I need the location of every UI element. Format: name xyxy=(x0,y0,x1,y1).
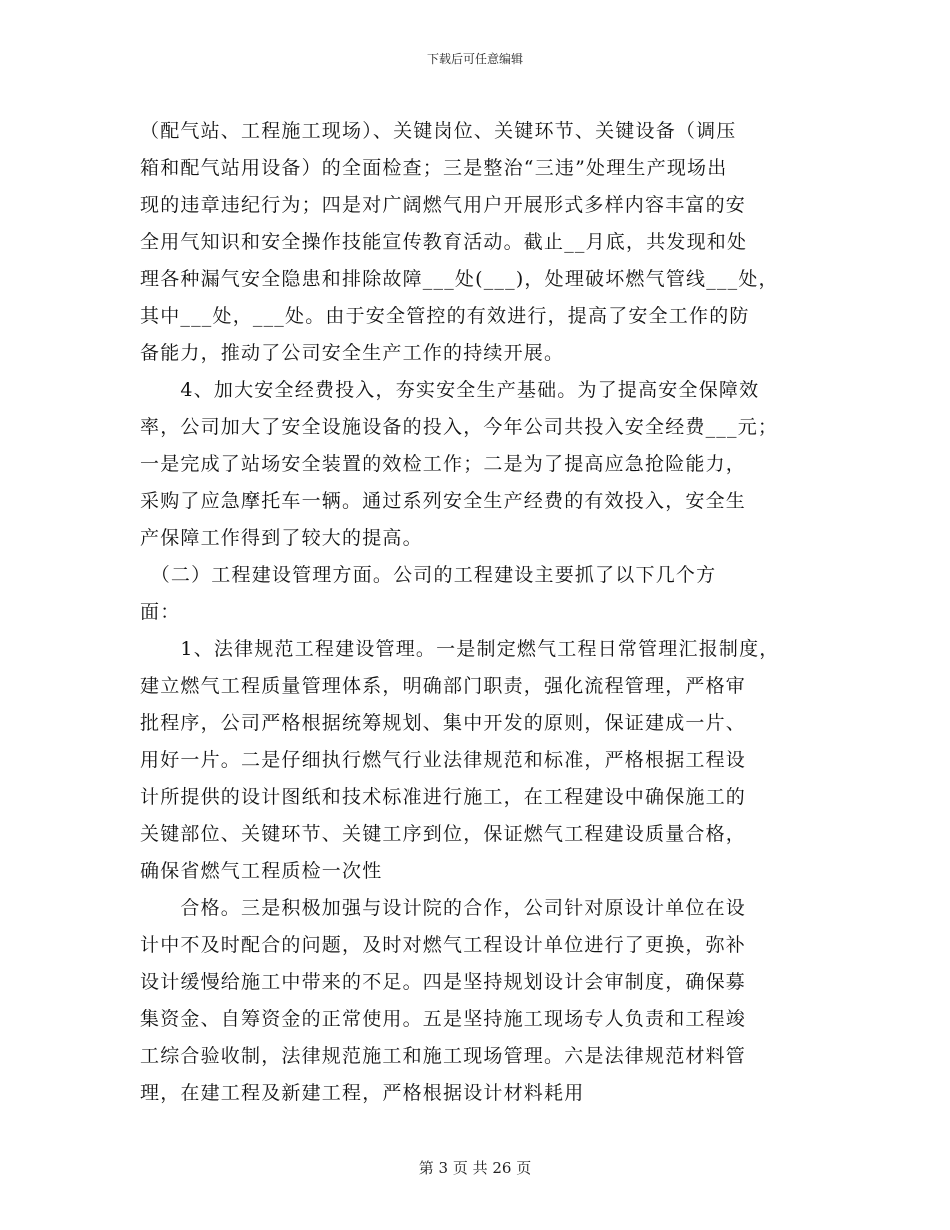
text-line: 产保障工作得到了较大的提高。 xyxy=(140,527,423,549)
text-line: 全用气知识和安全操作技能宣传教育活动。截止__月底，共发现和处 xyxy=(140,231,748,253)
text-line: 建立燃气工程质量管理体系，明确部门职责，强化流程管理，严格审 xyxy=(140,675,747,697)
text-line: 箱和配气站用设备）的全面检查；三是整治“三违”处理生产现场出 xyxy=(140,157,728,179)
text-line: 现的违章违纪行为；四是对广阔燃气用户开展形式多样内容丰富的安 xyxy=(140,194,747,216)
text-line: 一是完成了站场安全装置的效检工作；二是为了提高应急抢险能力， xyxy=(140,453,747,475)
text-line: 其中___处，___处。由于安全管控的有效进行，提高了安全工作的防 xyxy=(140,305,750,327)
text-line: （配气站、工程施工现场）、关键岗位、关键环节、关键设备（调压 xyxy=(140,120,737,142)
text-line: 备能力，推动了公司安全生产工作的持续开展。 xyxy=(140,342,565,364)
text-line: 集资金、自筹资金的正常使用。五是坚持施工现场专人负责和工程竣 xyxy=(140,1008,747,1030)
text-line: 率，公司加大了安全设施设备的投入，今年公司共投入安全经费___元； xyxy=(140,416,779,438)
text-line: 计中不及时配合的问题，及时对燃气工程设计单位进行了更换，弥补 xyxy=(140,934,747,956)
text-line: 计所提供的设计图纸和技术标准进行施工，在工程建设中确保施工的 xyxy=(140,786,747,808)
text-line: 工综合验收制，法律规范施工和施工现场管理。六是法律规范材料管 xyxy=(140,1045,747,1067)
text-line: 确保省燃气工程质检一次性 xyxy=(140,860,383,882)
text-line: 关键部位、关键环节、关键工序到位，保证燃气工程建设质量合格， xyxy=(140,823,747,845)
text-line: 4、加大安全经费投入，夯实安全生产基础。为了提高安全保障效 xyxy=(140,379,760,401)
text-line: 理，在建工程及新建工程，严格根据设计材料耗用 xyxy=(140,1082,585,1104)
text-line: 面： xyxy=(140,601,181,623)
text-line: 采购了应急摩托车一辆。通过系列安全生产经费的有效投入，安全生 xyxy=(140,490,747,512)
page-number: 第 3 页 共 26 页 xyxy=(418,1159,532,1177)
text-line: 合格。三是积极加强与设计院的合作，公司针对原设计单位在设 xyxy=(140,897,747,919)
text-line: 批程序，公司严格根据统筹规划、集中开发的原则，保证建成一片、 xyxy=(140,712,747,734)
text-line: 设计缓慢给施工中带来的不足。四是坚持规划设计会审制度，确保募 xyxy=(140,971,747,993)
text-line: （二）工程建设管理方面。公司的工程建设主要抓了以下几个方 xyxy=(140,564,717,586)
text-line: 理各种漏气安全隐患和排除故障___处(___)，处理破坏燃气管线___处， xyxy=(140,268,779,290)
page-header: 下载后可任意编辑 xyxy=(426,52,523,66)
text-line: 1、法律规范工程建设管理。一是制定燃气工程日常管理汇报制度， xyxy=(140,638,780,660)
text-line: 用好一片。二是仔细执行燃气行业法律规范和标准，严格根据工程设 xyxy=(140,749,747,771)
